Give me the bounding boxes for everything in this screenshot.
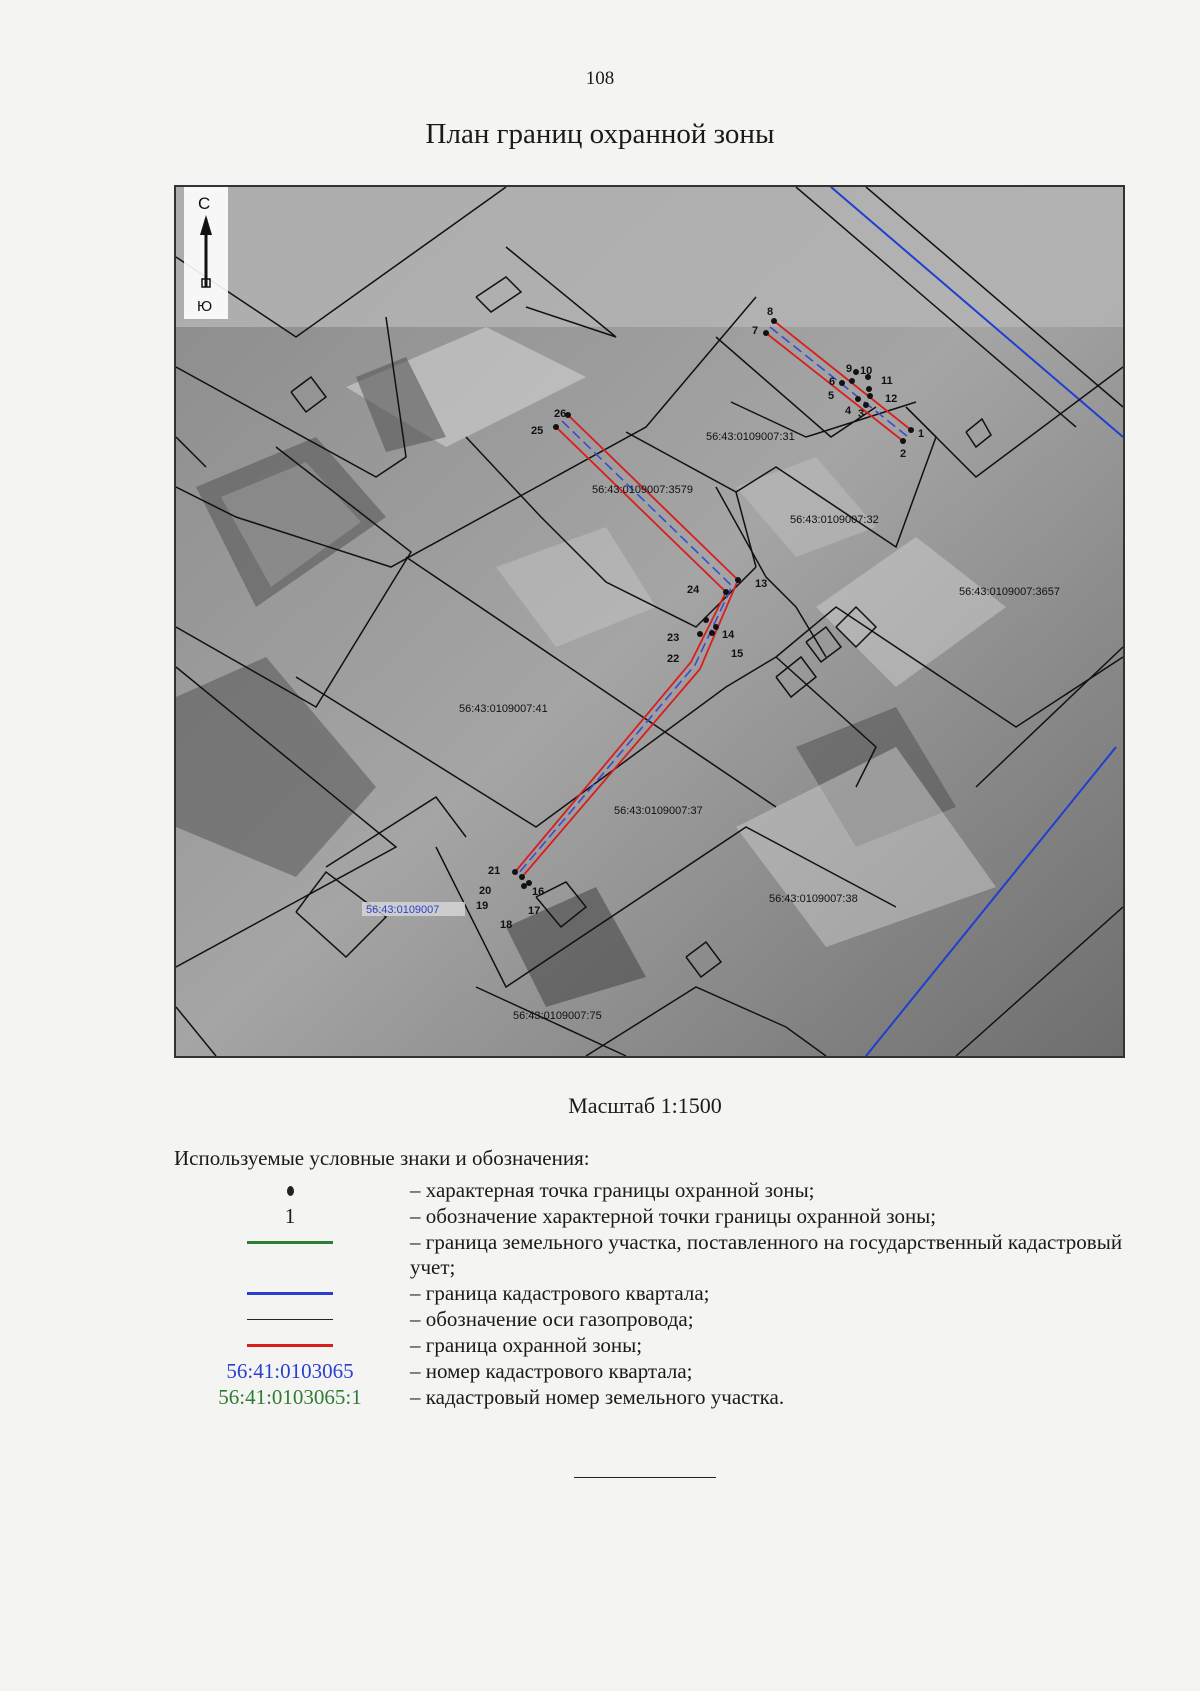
legend-item-quarter-number bbox=[200, 1359, 1160, 1384]
svg-text:56:43:0109007:32: 56:43:0109007:32 bbox=[790, 514, 879, 526]
legend-item-zone-boundary bbox=[200, 1333, 1160, 1358]
svg-text:16: 16 bbox=[532, 886, 545, 898]
legend-text: – обозначение оси газопровода; bbox=[410, 1307, 694, 1331]
blue-line-symbol bbox=[247, 1292, 333, 1295]
svg-text:21: 21 bbox=[488, 865, 501, 877]
legend-text: – номер кадастрового квартала; bbox=[410, 1359, 693, 1383]
svg-text:56:43:0109007:38: 56:43:0109007:38 bbox=[769, 893, 858, 905]
svg-text:23: 23 bbox=[667, 632, 680, 644]
svg-text:20: 20 bbox=[479, 885, 492, 897]
svg-text:15: 15 bbox=[731, 648, 744, 660]
north-arrow bbox=[184, 187, 228, 319]
svg-text:9: 9 bbox=[846, 363, 853, 375]
point-dot-icon bbox=[287, 1186, 294, 1196]
red-line-symbol bbox=[247, 1344, 333, 1347]
imagery-top-band bbox=[176, 187, 1123, 327]
legend-text: – характерная точка границы охранной зоны; bbox=[410, 1178, 815, 1202]
legend-item-parcel-number bbox=[200, 1385, 1160, 1410]
svg-text:56:43:0109007:3579: 56:43:0109007:3579 bbox=[592, 484, 693, 496]
svg-text:19: 19 bbox=[476, 900, 489, 912]
page-number: 108 bbox=[585, 68, 615, 89]
green-line-symbol bbox=[247, 1241, 333, 1244]
svg-text:22: 22 bbox=[667, 653, 680, 665]
svg-text:56:43:0109007:41: 56:43:0109007:41 bbox=[459, 703, 548, 715]
svg-text:12: 12 bbox=[885, 393, 898, 405]
end-rule bbox=[574, 1477, 716, 1478]
legend-symbol-quarter-number: 56:41:0103065 bbox=[226, 1359, 354, 1383]
black-line-symbol bbox=[247, 1319, 333, 1320]
svg-text:17: 17 bbox=[528, 905, 541, 917]
svg-text:26: 26 bbox=[554, 408, 567, 420]
svg-text:25: 25 bbox=[531, 425, 544, 437]
svg-text:24: 24 bbox=[687, 584, 700, 596]
south-label: Ю bbox=[197, 298, 213, 315]
legend-item-pipeline-axis bbox=[200, 1307, 1160, 1332]
legend-title: Используемые условные знаки и обозначения: bbox=[174, 1146, 590, 1170]
legend-text: – кадастровый номер земельного участка. bbox=[410, 1385, 785, 1409]
svg-text:2: 2 bbox=[900, 448, 907, 460]
svg-text:11: 11 bbox=[881, 375, 893, 387]
legend-symbol-parcel-number: 56:41:0103065:1 bbox=[218, 1385, 362, 1409]
svg-text:5: 5 bbox=[828, 390, 835, 402]
legend-item-point-label bbox=[200, 1204, 1160, 1229]
svg-text:3: 3 bbox=[858, 408, 865, 420]
svg-text:7: 7 bbox=[752, 325, 759, 337]
legend bbox=[200, 1178, 1160, 1411]
legend-item-parcel-boundary bbox=[200, 1230, 1160, 1280]
north-label: С bbox=[198, 194, 211, 213]
legend-item-point bbox=[200, 1178, 1160, 1203]
svg-text:10: 10 bbox=[860, 365, 873, 377]
quarter-number-label: 56:43:0109007 bbox=[366, 904, 440, 916]
svg-text:8: 8 bbox=[767, 306, 774, 318]
legend-text: – граница земельного участка, поставленного на государственный кадастровый учет; bbox=[410, 1230, 1123, 1279]
legend-symbol-label: 1 bbox=[284, 1204, 296, 1228]
map-frame bbox=[174, 185, 1125, 1058]
svg-text:18: 18 bbox=[500, 919, 513, 931]
svg-text:4: 4 bbox=[845, 405, 852, 417]
svg-text:56:43:0109007:3657: 56:43:0109007:3657 bbox=[959, 586, 1060, 598]
svg-text:56:43:0109007:75: 56:43:0109007:75 bbox=[513, 1010, 602, 1022]
svg-text:1: 1 bbox=[918, 428, 925, 440]
plan-title: План границ охранной зоны bbox=[425, 118, 775, 150]
svg-text:13: 13 bbox=[755, 578, 768, 590]
legend-text: – граница охранной зоны; bbox=[410, 1333, 643, 1357]
scale-label: Масштаб 1:1500 bbox=[568, 1093, 722, 1118]
svg-text:56:43:0109007:37: 56:43:0109007:37 bbox=[614, 805, 703, 817]
svg-text:6: 6 bbox=[829, 376, 836, 388]
legend-text: – граница кадастрового квартала; bbox=[410, 1281, 710, 1305]
legend-item-quarter-boundary bbox=[200, 1281, 1160, 1306]
map-svg bbox=[176, 187, 1123, 1056]
legend-text: – обозначение характерной точки границы охранной зоны; bbox=[410, 1204, 937, 1228]
svg-text:14: 14 bbox=[722, 629, 735, 641]
svg-text:56:43:0109007:31: 56:43:0109007:31 bbox=[706, 431, 795, 443]
